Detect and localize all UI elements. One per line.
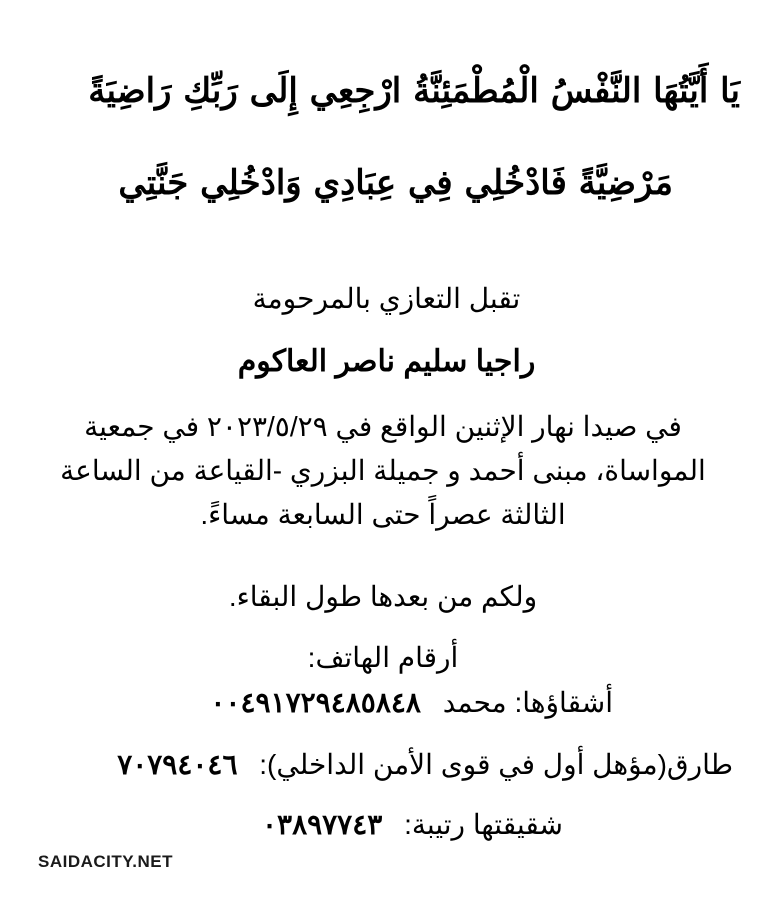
contact-sister-ratiba	[262, 808, 563, 841]
condolence-details: في صيدا نهار الإثنين الواقع في ٢٠٢٣/٥/٢٩ في جمعية المواساة، مبنى أحمد و جميلة البزري -القياعة من الساعة الثالثة عصراً حتى السابعة مساءً.	[60, 411, 706, 530]
contact-label: شقيقتها رتيبة:	[404, 809, 563, 840]
quran-verse-line-2: مَرْضِيَّةً فَادْخُلِي فِي عِبَادِي وَادْخُلِي جَنَّتِي	[118, 163, 673, 203]
quran-verse-line-1: يَا أَيَّتُهَا النَّفْسُ الْمُطْمَئِنَّةُ ارْجِعِي إِلَى رَبِّكِ رَاضِيَةً	[88, 71, 740, 111]
phones-label: أرقام الهاتف:	[307, 642, 459, 673]
condolence-intro: تقبل التعازي بالمرحومة	[252, 283, 521, 314]
contact-brother-mohammad	[210, 686, 613, 719]
contact-number: ٧٠٧٩٤٠٤٦	[117, 749, 238, 780]
contact-number: ٠٠٤٩١٧٢٩٤٨٥٨٤٨	[210, 687, 421, 718]
site-watermark: SAIDACITY.NET	[38, 852, 173, 871]
contact-number: ٠٣٨٩٧٧٤٣	[261, 809, 383, 840]
contact-brother-tarek	[117, 748, 733, 781]
contact-label: أشقاؤها: محمد	[442, 687, 613, 718]
contact-label: طارق(مؤهل أول في قوى الأمن الداخلي):	[259, 749, 733, 780]
closing-line: ولكم من بعدها طول البقاء.	[228, 581, 538, 612]
deceased-name: راجيا سليم ناصر العاكوم	[237, 345, 536, 378]
